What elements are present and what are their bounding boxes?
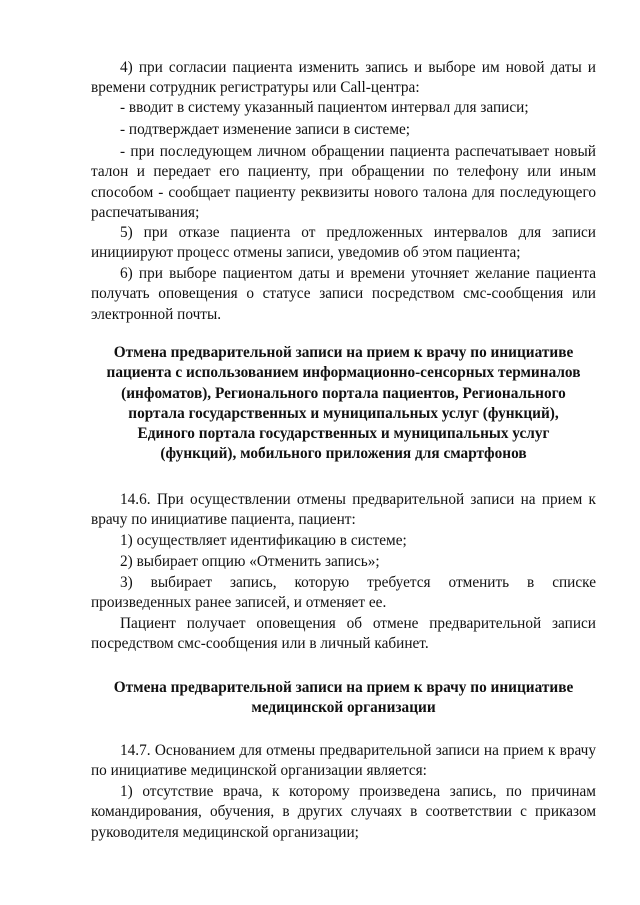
paragraph-item-5: 5) при отказе пациента от предложенных интервалов для записи инициируют процесс отмены записи, уведомив об этом пациента;: [91, 224, 596, 262]
section-heading-patient-cancellation: Отмена предварительной записи на прием к врачу по инициативе пациента с использованием информационно-сенсорных терминалов (инфоматов), Регионального портала пациентов, Регионального портала государственных и муниципальных услуг (функций), Единого портала государственных и муниципальных услуг (функций), мобильного приложения для смартфонов: [106, 344, 581, 463]
paragraph-14-6: 14.6. При осуществлении отмены предварительной записи на прием к врачу по инициативе пациента, пациент:: [91, 491, 596, 529]
paragraph-notification: Пациент получает оповещения об отмене предварительной записи посредством смс-сообщения или в личный кабинет.: [91, 615, 596, 653]
paragraph-item-6: 6) при выборе пациентом даты и времени уточняет желание пациента получать оповещения о статусе записи посредством смс-сообщения или электронной почты.: [91, 265, 596, 323]
list-item-doctor-absence: 1) отсутствие врача, к которому произведена запись, по причинам командирования, обучения, в других случаях в соответствии с приказом руководителя медицинской организации;: [91, 783, 596, 841]
paragraph-confirm-change: - подтверждает изменение записи в системе;: [120, 121, 411, 138]
paragraph-14-7: 14.7. Основанием для отмены предварительной записи на прием к врачу по инициативе медицинской организации является:: [91, 742, 596, 780]
paragraph-item-4: 4) при согласии пациента изменить запись и выборе им новой даты и времени сотрудник регистратуры или Call-центра:: [91, 59, 596, 97]
list-item-select-record: 3) выбирает запись, которую требуется отменить в списке произведенных ранее записей, и отменяет ее.: [91, 574, 596, 612]
paragraph-print-new-ticket: - при последующем личном обращении пациента распечатывает новый талон и передает его пациенту, при обращении по телефону или иным способом - сообщает пациенту реквизиты нового талона для последующего распечатывания;: [91, 143, 596, 221]
section-heading-organization-cancellation: Отмена предварительной записи на прием к врачу по инициативе медицинской организации: [113, 679, 574, 717]
paragraph-enter-interval: - вводит в систему указанный пациентом интервал для записи;: [120, 99, 529, 116]
list-item-identification: 1) осуществляет идентификацию в системе;: [120, 532, 407, 549]
list-item-cancel-option: 2) выбирает опцию «Отменить запись»;: [120, 553, 380, 570]
